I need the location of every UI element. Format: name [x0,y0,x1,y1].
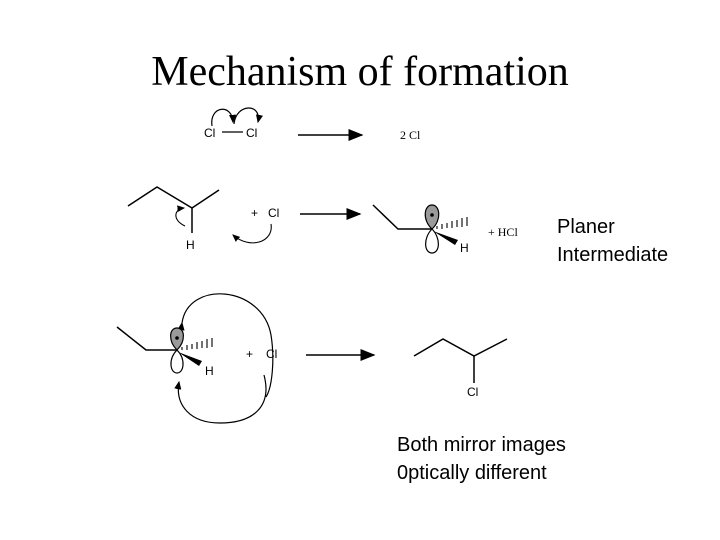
note-line: Intermediate [557,244,669,266]
hashed-wedge-icon [437,217,467,229]
plus-sign: + [251,206,259,220]
note-line: Planer [557,216,615,238]
radical-dot [430,213,434,217]
p-orbital-top-icon [425,205,439,229]
hcl-byproduct: + HCl [488,225,518,239]
radical2-skeleton [117,327,177,350]
hashed-wedge2-icon [182,338,212,350]
half-arrow-radical-icon [233,224,271,243]
radical2-dot [175,336,179,340]
planar-intermediate-note [557,213,668,269]
slide-title: Mechanism of formation [151,49,569,95]
half-arrow-lower-icon [178,375,266,423]
chlorobutane-skeleton [414,339,507,356]
half-arrow-upper-icon [182,294,273,397]
chlorine-radical: Cl [268,206,280,220]
butane-skeleton [128,187,219,208]
step2-reaction [128,187,518,255]
radical-hydrogen-label: H [460,241,469,255]
hydrogen2-label: H [205,364,214,378]
product-chlorine-label: Cl [467,385,479,399]
chlorine-atom-right: Cl [246,126,258,140]
step1-reaction [204,108,421,142]
radical-skeleton [373,205,432,229]
product-2cl: 2 Cl [400,128,421,142]
step3-reaction [117,294,507,423]
chlorine-atom-left: Cl [204,126,216,140]
half-arrow-left-icon [212,109,233,126]
half-arrow-bond-icon [176,208,185,226]
note-line: 0ptically different [397,462,547,484]
half-arrow-right-icon [234,108,258,124]
plus2-sign: + [246,347,254,361]
mirror-images-note [397,431,566,487]
note-line: Both mirror images [397,434,566,456]
hydrogen-label: H [186,238,195,252]
chlorine2-radical: Cl [266,347,278,361]
